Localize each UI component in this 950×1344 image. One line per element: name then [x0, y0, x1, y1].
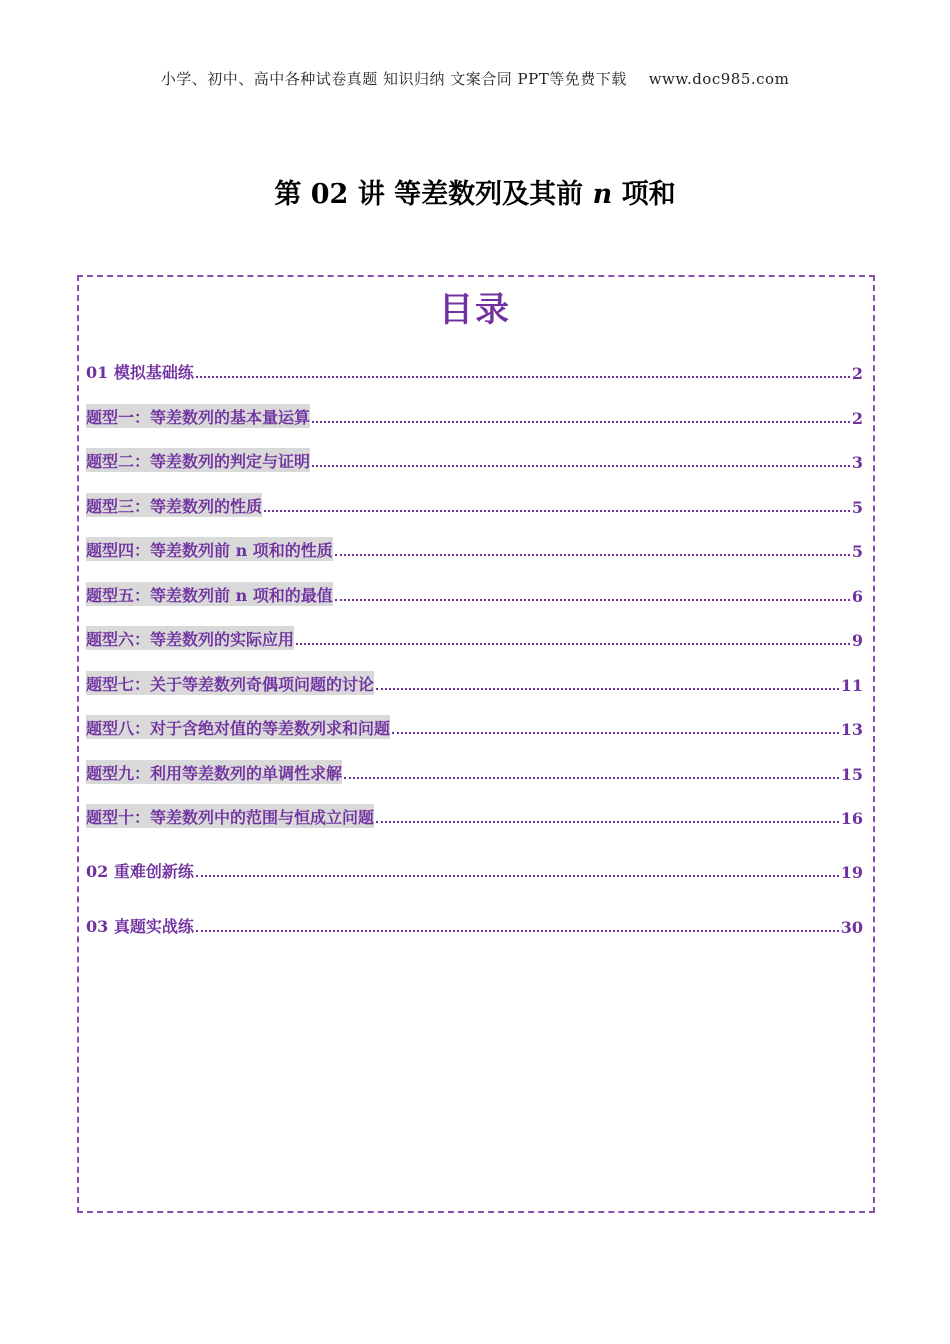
toc-entry-label[interactable]: 题型八：对于含绝对值的等差数列求和问题: [86, 715, 390, 739]
toc-dot-leader: [264, 510, 850, 512]
toc-entry-page[interactable]: 15: [840, 765, 863, 784]
toc-entry-label[interactable]: 01 模拟基础练: [86, 363, 194, 382]
toc-dot-leader: [296, 643, 850, 645]
toc-entry-label[interactable]: 题型十：等差数列中的范围与恒成立问题: [86, 804, 374, 828]
toc-entry-label[interactable]: 题型四：等差数列前 n 项和的性质: [86, 537, 333, 561]
toc-dot-leader: [312, 421, 850, 423]
toc-entry[interactable]: [86, 402, 863, 428]
toc-heading: 目录: [439, 290, 511, 330]
header-text: 小学、初中、高中各种试卷真题 知识归纳 文案合同 PPT等免费下载: [160, 70, 627, 88]
toc-entry-page[interactable]: 2: [851, 409, 863, 428]
toc-entry[interactable]: [86, 535, 863, 561]
toc-entry-page[interactable]: 2: [851, 364, 863, 383]
toc-entry-page[interactable]: 19: [840, 863, 863, 882]
toc-entry-label[interactable]: 03 真题实战练: [86, 917, 194, 936]
toc-dot-leader: [196, 930, 839, 932]
toc-entry-page[interactable]: 5: [851, 498, 863, 517]
toc-entry-page[interactable]: 5: [851, 542, 863, 561]
title-variable: n: [592, 179, 613, 210]
toc-entry-label[interactable]: 题型五：等差数列前 n 项和的最值: [86, 582, 333, 606]
toc-entry[interactable]: [86, 491, 863, 517]
page-header: [0, 68, 950, 89]
toc-dot-leader: [196, 875, 839, 877]
toc-entry[interactable]: [86, 446, 863, 472]
toc-entry-page[interactable]: 11: [840, 676, 863, 695]
toc-dot-leader: [335, 554, 850, 556]
toc-dot-leader: [335, 599, 850, 601]
toc-dot-leader: [376, 688, 839, 690]
toc-entry[interactable]: [86, 856, 863, 882]
toc-entry[interactable]: [86, 911, 863, 937]
toc-entry-page[interactable]: 6: [851, 587, 863, 606]
toc-entry-label[interactable]: 02 重难创新练: [86, 862, 194, 881]
title-prefix: 第 02 讲 等差数列及其前: [274, 179, 593, 210]
toc-entry-label[interactable]: 题型九：利用等差数列的单调性求解: [86, 760, 342, 784]
toc-entry-page[interactable]: 30: [840, 918, 863, 937]
toc-entry-page[interactable]: 13: [840, 720, 863, 739]
toc-entry-page[interactable]: 3: [851, 453, 863, 472]
toc-dot-leader: [344, 777, 839, 779]
toc-entry[interactable]: [86, 713, 863, 739]
toc-dot-leader: [392, 732, 839, 734]
toc-entry-label[interactable]: 题型三：等差数列的性质: [86, 493, 262, 517]
toc-entry-page[interactable]: 16: [840, 809, 863, 828]
title-suffix: 项和: [612, 179, 676, 210]
toc-entry[interactable]: [86, 669, 863, 695]
toc-entry-label[interactable]: 题型六：等差数列的实际应用: [86, 626, 294, 650]
toc-entry[interactable]: [86, 802, 863, 828]
toc-entry-label[interactable]: 题型七：关于等差数列奇偶项问题的讨论: [86, 671, 374, 695]
toc-entry-label[interactable]: 题型一：等差数列的基本量运算: [86, 404, 310, 428]
header-site-link[interactable]: www.doc985.com: [648, 70, 790, 88]
toc-entry[interactable]: [86, 624, 863, 650]
toc-entry-page[interactable]: 9: [851, 631, 863, 650]
toc-entry[interactable]: [86, 758, 863, 784]
toc-entry[interactable]: [86, 357, 863, 383]
toc-dot-leader: [312, 465, 850, 467]
document-title: [0, 172, 950, 211]
toc-entry[interactable]: [86, 580, 863, 606]
toc-dot-leader: [376, 821, 839, 823]
toc-entry-label[interactable]: 题型二：等差数列的判定与证明: [86, 448, 310, 472]
toc-dot-leader: [196, 376, 850, 378]
